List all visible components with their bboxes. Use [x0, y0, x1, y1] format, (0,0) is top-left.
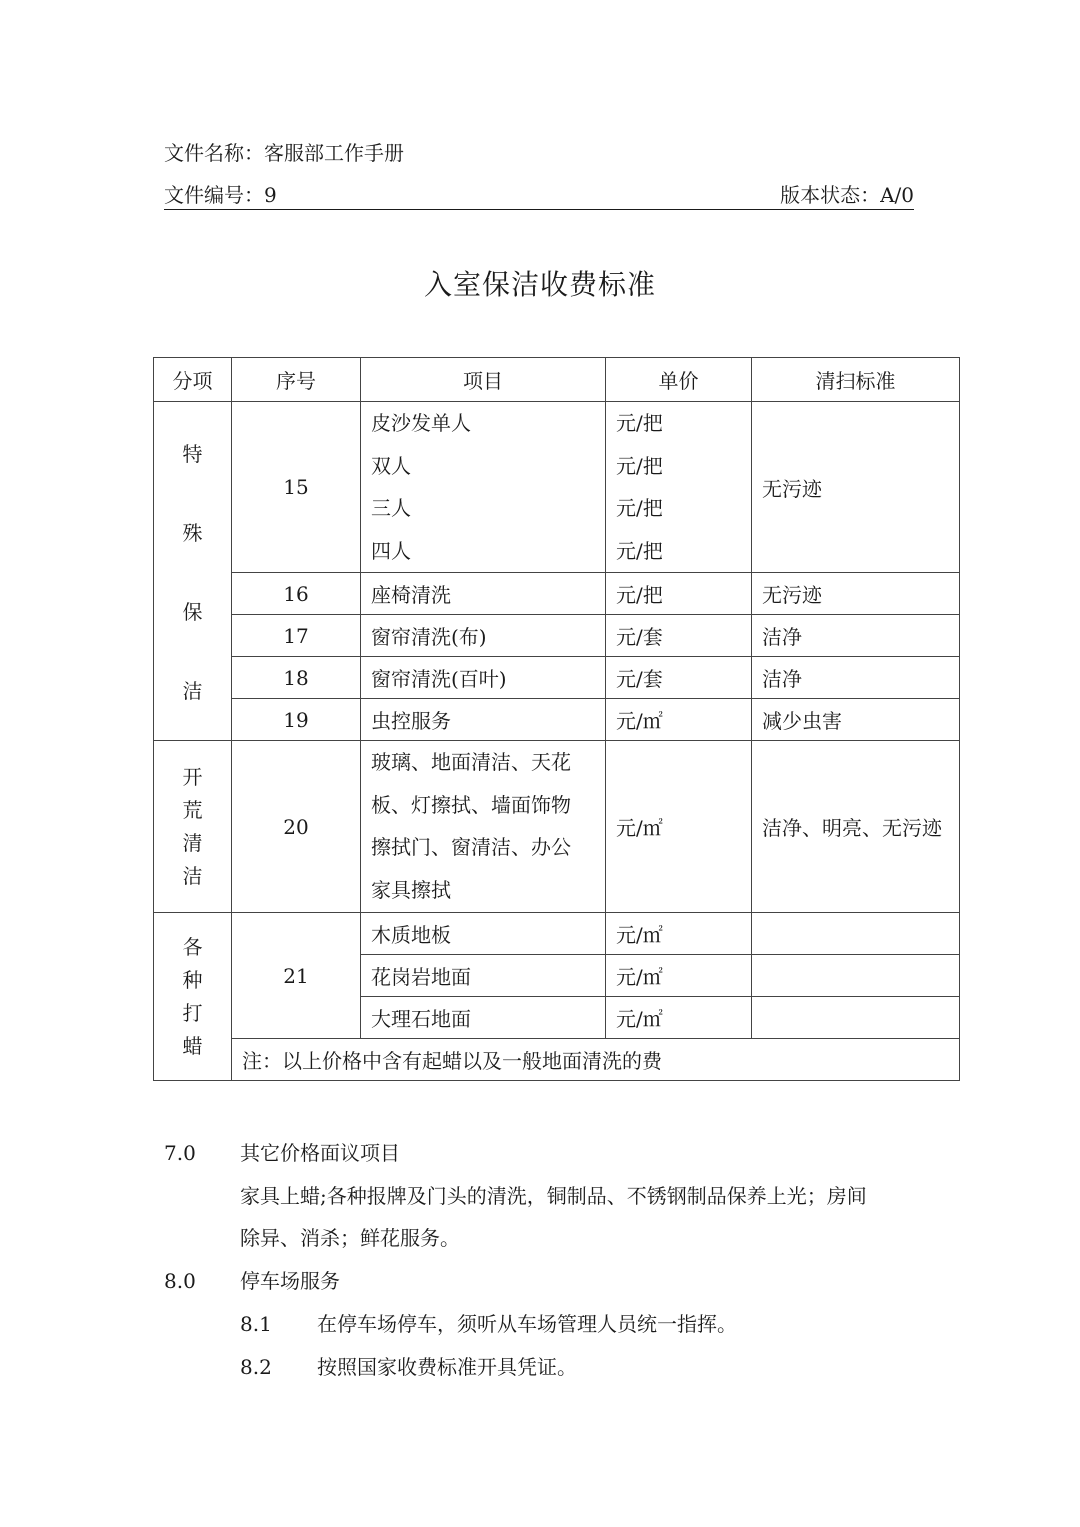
item-cell: 座椅清洗	[361, 573, 606, 615]
file-number-line	[164, 181, 914, 210]
category-char: 保	[182, 600, 203, 624]
row-number: 17	[232, 615, 361, 657]
row-number: 21	[232, 913, 361, 1039]
item-text: 家具擦拭	[371, 877, 451, 902]
col-header-number: 序号	[232, 358, 361, 402]
row-number: 19	[232, 699, 361, 741]
version-status: 版本状态：A/0	[780, 183, 914, 207]
category-char: 清	[182, 830, 203, 855]
section-8-title: 停车场服务	[240, 1269, 340, 1293]
category-char: 各	[182, 934, 203, 959]
category-waxing	[154, 913, 232, 1081]
section-7-number: 7.0	[164, 1141, 196, 1165]
table-row	[154, 615, 960, 657]
item-cell: 窗帘清洗(布)	[361, 615, 606, 657]
category-char: 种	[182, 967, 203, 992]
table-row	[154, 699, 960, 741]
table-row	[154, 657, 960, 699]
row-number: 18	[232, 657, 361, 699]
item-text: 板、灯擦拭、墙面饰物	[371, 792, 571, 817]
section-7-text-line1: 家具上蜡;各种报牌及门头的清洗，铜制品、不锈钢制品保养上光；房间	[240, 1184, 867, 1208]
table-header-row	[154, 358, 960, 402]
standard-cell: 洁净、明亮、无污迹	[752, 741, 960, 913]
category-char: 特	[182, 442, 203, 466]
fee-table	[153, 357, 960, 1081]
standard-cell: 洁净	[752, 615, 960, 657]
category-char: 洁	[182, 863, 203, 888]
category-char: 蜡	[182, 1033, 203, 1058]
category-char: 开	[182, 764, 203, 789]
category-opening-cleaning	[154, 741, 232, 913]
unit-cell: 元/㎡	[606, 699, 752, 741]
unit-text: 元/把	[616, 453, 663, 478]
unit-cell	[606, 402, 752, 573]
unit-cell: 元/把	[606, 573, 752, 615]
table-row	[154, 741, 960, 913]
standard-cell-empty	[752, 997, 960, 1039]
item-cell: 窗帘清洗(百叶)	[361, 657, 606, 699]
standard-cell-empty	[752, 955, 960, 997]
section-8-1-number: 8.1	[240, 1312, 272, 1336]
col-header-unit-price: 单价	[606, 358, 752, 402]
unit-text: 元/把	[616, 496, 663, 520]
file-name: 文件名称：客服部工作手册	[164, 141, 404, 165]
category-char: 殊	[182, 521, 203, 545]
section-7-title: 其它价格面议项目	[240, 1141, 400, 1165]
table-note: 注：以上价格中含有起蜡以及一般地面清洗的费	[232, 1039, 960, 1081]
row-number: 20	[232, 741, 361, 913]
section-7-text-line2: 除异、消杀；鲜花服务。	[240, 1226, 460, 1250]
item-cell	[361, 402, 606, 573]
category-special-cleaning	[154, 402, 232, 741]
unit-cell: 元/套	[606, 657, 752, 699]
item-text: 玻璃、地面清洁、天花	[371, 750, 571, 774]
col-header-item: 项目	[361, 358, 606, 402]
row-number: 15	[232, 402, 361, 573]
unit-cell: 元/㎡	[606, 913, 752, 955]
unit-cell: 元/㎡	[606, 955, 752, 997]
col-header-category: 分项	[154, 358, 232, 402]
table-row	[154, 402, 960, 573]
unit-text: 元/把	[616, 538, 663, 563]
section-8-1-text: 在停车场停车，须听从车场管理人员统一指挥。	[317, 1312, 737, 1336]
standard-cell-empty	[752, 913, 960, 955]
item-cell	[361, 741, 606, 913]
table-row	[154, 573, 960, 615]
unit-cell: 元/㎡	[606, 997, 752, 1039]
item-text: 四人	[371, 538, 411, 563]
standard-cell: 减少虫害	[752, 699, 960, 741]
file-number: 文件编号：9	[164, 183, 277, 207]
item-text: 双人	[371, 453, 411, 478]
table-row	[154, 913, 960, 955]
item-text: 擦拭门、窗清洁、办公	[371, 835, 571, 859]
table-row	[154, 1039, 960, 1081]
row-number: 16	[232, 573, 361, 615]
unit-cell: 元/㎡	[606, 741, 752, 913]
category-char: 荒	[182, 797, 203, 822]
section-8-2-text: 按照国家收费标准开具凭证。	[317, 1355, 577, 1379]
col-header-standard: 清扫标准	[752, 358, 960, 402]
page-title: 入室保洁收费标准	[423, 268, 656, 301]
section-8-number: 8.0	[164, 1269, 196, 1293]
item-cell: 花岗岩地面	[361, 955, 606, 997]
category-char: 洁	[182, 679, 203, 703]
item-text: 三人	[371, 496, 411, 520]
standard-cell: 洁净	[752, 657, 960, 699]
item-cell: 虫控服务	[361, 699, 606, 741]
unit-cell: 元/套	[606, 615, 752, 657]
standard-cell: 无污迹	[752, 402, 960, 573]
item-cell: 木质地板	[361, 913, 606, 955]
section-8-2-number: 8.2	[240, 1355, 272, 1379]
item-text: 皮沙发单人	[371, 411, 471, 435]
item-cell: 大理石地面	[361, 997, 606, 1039]
standard-cell: 无污迹	[752, 573, 960, 615]
category-char: 打	[182, 1000, 203, 1025]
unit-text: 元/把	[616, 411, 663, 435]
